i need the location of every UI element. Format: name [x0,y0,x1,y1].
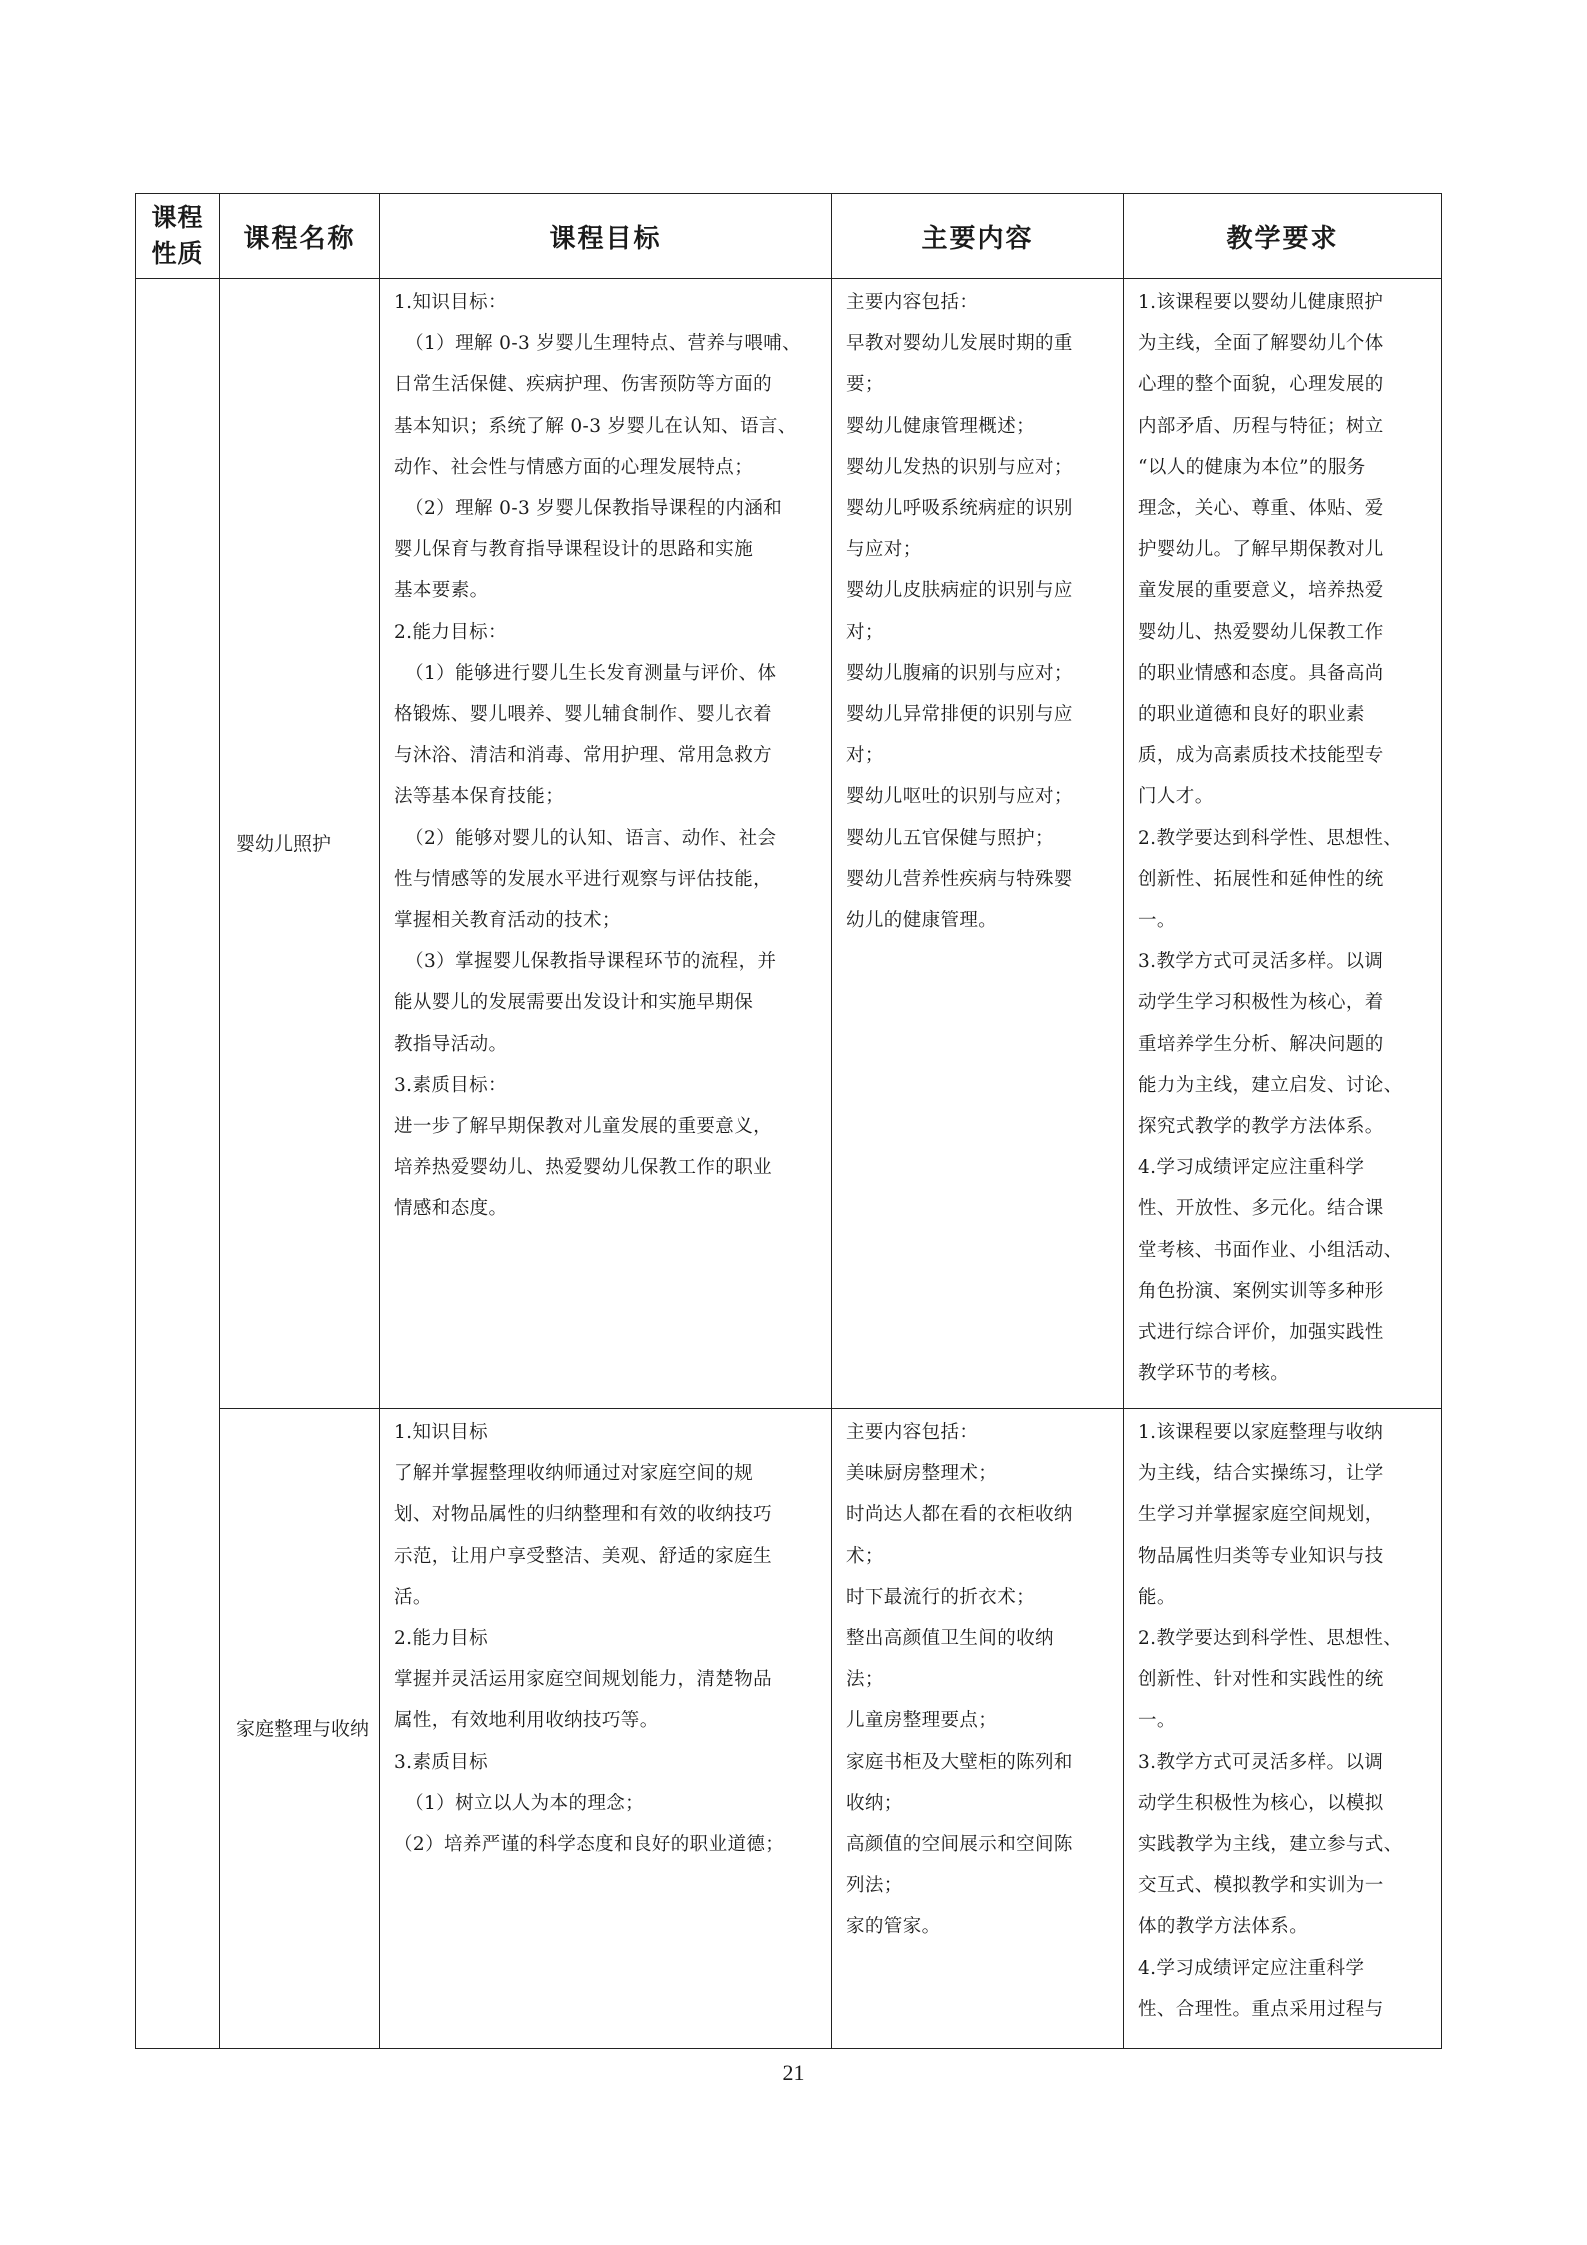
text-line: 术； [846,1545,884,1567]
text-line: 掌握相关教育活动的技术； [394,910,621,932]
course-name-cell: 婴幼儿照护 [220,279,380,1409]
header-course-nature: 课程性质 [136,194,220,279]
text-line: 与应对； [846,539,922,561]
text-line: 物品属性归类等专业知识与技 [1138,1545,1384,1567]
text-line: 婴幼儿、热爱婴幼儿保教工作 [1138,621,1384,643]
text-line: 1.知识目标： [394,292,507,313]
text-line: 教学环节的考核。 [1138,1363,1290,1385]
text-line: 角色扮演、案例实训等多种形 [1138,1280,1384,1302]
text-line: 时下最流行的折衣术； [846,1586,1036,1608]
text-line: 门人才。 [1138,786,1214,808]
text-line: 家庭书柜及大壁柜的陈列和 [846,1751,1073,1773]
text-line: 动作、社会性与情感方面的心理发展特点； [394,456,754,478]
text-line: （3）掌握婴儿保教指导课程环节的流程，并 [405,951,777,973]
text-line: 1.该课程要以家庭整理与收纳 [1138,1422,1384,1443]
text-line: 日常生活保健、疾病护理、伤害预防等方面的 [394,374,773,396]
header-main-content: 主要内容 [832,194,1124,279]
text-line: 护婴幼儿。了解早期保教对儿 [1138,539,1384,561]
text-line: 2.教学要达到科学性、思想性、 [1138,827,1403,849]
text-line: 婴幼儿健康管理概述； [846,415,1036,437]
header-row [136,194,1442,279]
text-line: （2）能够对婴儿的认知、语言、动作、社会 [405,827,777,849]
text-line: 动学生积极性为核心，以模拟 [1138,1792,1384,1814]
content-cell [832,1409,1124,2049]
objectives-lines [380,1409,831,1865]
text-line: 堂考核、书面作业、小组活动、 [1138,1239,1403,1261]
text-line: 一。 [1138,1710,1176,1732]
text-line: 示范，让用户享受整洁、美观、舒适的家庭生 [394,1545,773,1567]
page-number: 21 [782,2060,805,2085]
text-line: 婴幼儿皮肤病症的识别与应 [846,580,1073,602]
text-line: 婴幼儿营养性疾病与特殊婴 [846,868,1073,890]
text-line: 时尚达人都在看的衣柜收纳 [846,1504,1073,1526]
text-line: “以人的健康为本位”的服务 [1138,456,1366,478]
text-line: 3.教学方式可灵活多样。以调 [1138,951,1384,973]
text-line: 婴儿保育与教育指导课程设计的思路和实施 [394,539,754,561]
text-line: 婴幼儿腹痛的识别与应对； [846,662,1073,684]
text-line: 一。 [1138,910,1176,932]
course-name-cell: 家庭整理与收纳 [220,1409,380,2049]
text-line: 1.该课程要以婴幼儿健康照护 [1138,292,1384,313]
text-line: 的职业道德和良好的职业素 [1138,704,1365,726]
content-cell [832,279,1124,1409]
text-line: 式进行综合评价，加强实践性 [1138,1322,1384,1344]
text-line: 儿童房整理要点； [846,1710,998,1732]
text-line: 为主线，结合实操练习，让学 [1138,1463,1384,1485]
text-line: 与沐浴、清洁和消毒、常用护理、常用急救方 [394,745,773,767]
text-line: 4.学习成绩评定应注重科学 [1138,1957,1365,1979]
text-line: 为主线，全面了解婴幼儿个体 [1138,333,1384,355]
text-line: 格锻炼、婴儿喂养、婴儿辅食制作、婴儿衣着 [394,704,773,726]
requirements-cell [1124,279,1442,1409]
text-line: 幼儿的健康管理。 [846,910,998,932]
curriculum-table [135,193,1442,2049]
text-line: 创新性、拓展性和延伸性的统 [1138,868,1384,890]
text-line: 婴幼儿呕吐的识别与应对； [846,786,1073,808]
course-nature-cell [136,279,220,2049]
text-line: 婴幼儿五官保健与照护； [846,827,1054,849]
text-line: 美味厨房整理术； [846,1463,998,1485]
text-line: 家的管家。 [846,1916,941,1938]
text-line: （2）培养严谨的科学态度和良好的职业道德； [394,1834,785,1856]
text-line: 活。 [394,1586,432,1608]
text-line: 性与情感等的发展水平进行观察与评估技能， [394,868,773,890]
text-line: 婴幼儿发热的识别与应对； [846,456,1073,478]
text-line: 高颜值的空间展示和空间陈 [846,1834,1073,1856]
text-line: 基本要素。 [394,580,489,602]
text-line: 能。 [1138,1586,1176,1608]
text-line: 3.素质目标： [394,1074,507,1096]
text-line: 法等基本保育技能； [394,786,565,808]
text-line: 基本知识；系统了解 0-3 岁婴儿在认知、语言、 [394,415,797,437]
text-line: 实践教学为主线，建立参与式、 [1138,1834,1403,1856]
text-line: 属性，有效地利用收纳技巧等。 [394,1710,659,1732]
text-line: 婴幼儿呼吸系统病症的识别 [846,498,1073,520]
text-line: 掌握并灵活运用家庭空间规划能力，清楚物品 [394,1669,773,1691]
text-line: 动学生学习积极性为核心，着 [1138,992,1384,1014]
text-line: 要； [846,374,884,396]
text-line: 生学习并掌握家庭空间规划， [1138,1504,1384,1526]
text-line: 列法； [846,1875,903,1897]
text-line: 进一步了解早期保教对儿童发展的重要意义， [394,1116,773,1138]
text-line: 重培养学生分析、解决问题的 [1138,1033,1384,1055]
text-line: 培养热爱婴幼儿、热爱婴幼儿保教工作的职业 [394,1157,773,1179]
text-line: 心理的整个面貌，心理发展的 [1138,374,1384,396]
text-line: 对； [846,745,884,767]
header-teaching-requirements: 教学要求 [1124,194,1442,279]
text-line: 2.教学要达到科学性、思想性、 [1138,1628,1403,1650]
text-line: 早教对婴幼儿发展时期的重 [846,333,1073,355]
text-line: 2.能力目标 [394,1628,489,1650]
content-lines [832,279,1123,941]
header-course-objectives: 课程目标 [380,194,832,279]
requirements-cell [1124,1409,1442,2049]
text-line: 的职业情感和态度。具备高尚 [1138,662,1384,684]
objectives-cell [380,1409,832,2049]
content-lines [832,1409,1123,1948]
text-line: 3.教学方式可灵活多样。以调 [1138,1751,1384,1773]
text-line: 收纳； [846,1792,903,1814]
text-line: （1）能够进行婴儿生长发育测量与评价、体 [405,662,777,684]
text-line: 划、对物品属性的归纳整理和有效的收纳技巧 [394,1504,773,1526]
requirements-lines [1124,279,1441,1394]
text-line: 理念，关心、尊重、体贴、爱 [1138,498,1384,520]
text-line: 体的教学方法体系。 [1138,1916,1309,1938]
text-line: 能从婴儿的发展需要出发设计和实施早期保 [394,992,754,1014]
table-row [136,279,1442,1409]
table-row [136,1409,1442,2049]
text-line: 质，成为高素质技术技能型专 [1138,745,1384,767]
text-line: 2.能力目标： [394,621,507,643]
text-line: 整出高颜值卫生间的收纳 [846,1628,1054,1650]
text-line: 主要内容包括： [846,292,979,313]
text-line: 法； [846,1669,884,1691]
text-line: 性、开放性、多元化。结合课 [1138,1198,1384,1220]
text-line: 3.素质目标 [394,1751,489,1773]
text-line: （1）理解 0-3 岁婴儿生理特点、营养与喂哺、 [405,333,802,355]
requirements-lines [1124,1409,1441,2030]
text-line: 内部矛盾、历程与特征；树立 [1138,415,1384,437]
text-line: 情感和态度。 [394,1198,508,1220]
text-line: 对； [846,621,884,643]
text-line: 性、合理性。重点采用过程与 [1138,1998,1384,2020]
text-line: 童发展的重要意义，培养热爱 [1138,580,1384,602]
text-line: 教指导活动。 [394,1033,508,1055]
text-line: （2）理解 0-3 岁婴儿保教指导课程的内涵和 [405,498,783,520]
text-line: 婴幼儿异常排便的识别与应 [846,704,1073,726]
objectives-cell [380,279,832,1409]
text-line: 能力为主线，建立启发、讨论、 [1138,1074,1403,1096]
objectives-lines [380,279,831,1230]
header-course-name: 课程名称 [220,194,380,279]
text-line: 交互式、模拟教学和实训为一 [1138,1875,1384,1897]
text-line: 了解并掌握整理收纳师通过对家庭空间的规 [394,1463,754,1485]
text-line: 1.知识目标 [394,1422,489,1443]
text-line: （1）树立以人为本的理念； [405,1792,645,1814]
text-line: 4.学习成绩评定应注重科学 [1138,1157,1365,1179]
text-line: 主要内容包括： [846,1422,979,1443]
text-line: 探究式教学的教学方法体系。 [1138,1116,1384,1138]
text-line: 创新性、针对性和实践性的统 [1138,1669,1384,1691]
